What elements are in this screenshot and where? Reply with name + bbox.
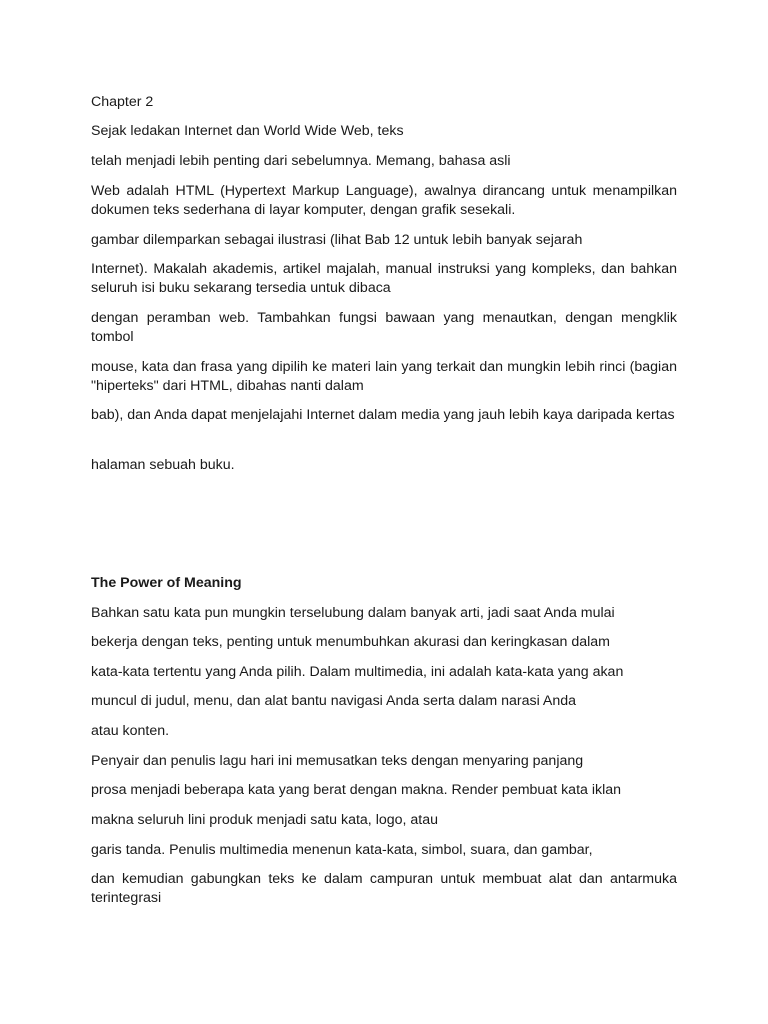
section-paragraph: muncul di judul, menu, dan alat bantu navigasi Anda serta dalam narasi Anda <box>91 693 577 709</box>
chapter-label: Chapter 2 <box>91 94 154 110</box>
section-paragraph: dan kemudian gabungkan teks ke dalam campuran untuk membuat alat dan antarmuka terintegrasi <box>91 871 677 906</box>
intro-paragraph: bab), dan Anda dapat menjelajahi Internet dalam media yang jauh lebih kaya daripada kertas <box>91 407 675 423</box>
section-paragraph: atau konten. <box>91 723 170 739</box>
intro-paragraph: dengan peramban web. Tambahkan fungsi bawaan yang menautkan, dengan mengklik tombol <box>91 310 677 345</box>
intro-paragraph: halaman sebuah buku. <box>91 457 235 473</box>
section-paragraph: Penyair dan penulis lagu hari ini memusatkan teks dengan menyaring panjang <box>91 753 584 769</box>
intro-paragraph: gambar dilemparkan sebagai ilustrasi (lihat Bab 12 untuk lebih banyak sejarah <box>91 232 583 248</box>
section-paragraph: garis tanda. Penulis multimedia menenun kata-kata, simbol, suara, dan gambar, <box>91 842 593 858</box>
intro-paragraph: telah menjadi lebih penting dari sebelumnya. Memang, bahasa asli <box>91 153 511 169</box>
intro-paragraph: mouse, kata dan frasa yang dipilih ke materi lain yang terkait dan mungkin lebih rinci (bagian "hiperteks" dari HTML, dibahas nanti dalam <box>91 359 677 394</box>
section-paragraph: kata-kata tertentu yang Anda pilih. Dalam multimedia, ini adalah kata-kata yang akan <box>91 664 624 680</box>
section-heading: The Power of Meaning <box>91 575 242 591</box>
section-paragraph: prosa menjadi beberapa kata yang berat dengan makna. Render pembuat kata iklan <box>91 782 622 798</box>
section-paragraph: makna seluruh lini produk menjadi satu kata, logo, atau <box>91 812 439 828</box>
section-paragraph: bekerja dengan teks, penting untuk menumbuhkan akurasi dan keringkasan dalam <box>91 634 610 650</box>
section-paragraph: Bahkan satu kata pun mungkin terselubung dalam banyak arti, jadi saat Anda mulai <box>91 605 615 621</box>
intro-paragraph: Sejak ledakan Internet dan World Wide Web, teks <box>91 123 404 139</box>
intro-paragraph: Web adalah HTML (Hypertext Markup Language), awalnya dirancang untuk menampilkan dokumen teks sederhana di layar komputer, dengan grafik sesekali. <box>91 183 677 218</box>
intro-paragraph: Internet). Makalah akademis, artikel majalah, manual instruksi yang kompleks, dan bahkan seluruh isi buku sekarang tersedia untuk dibaca <box>91 261 677 296</box>
